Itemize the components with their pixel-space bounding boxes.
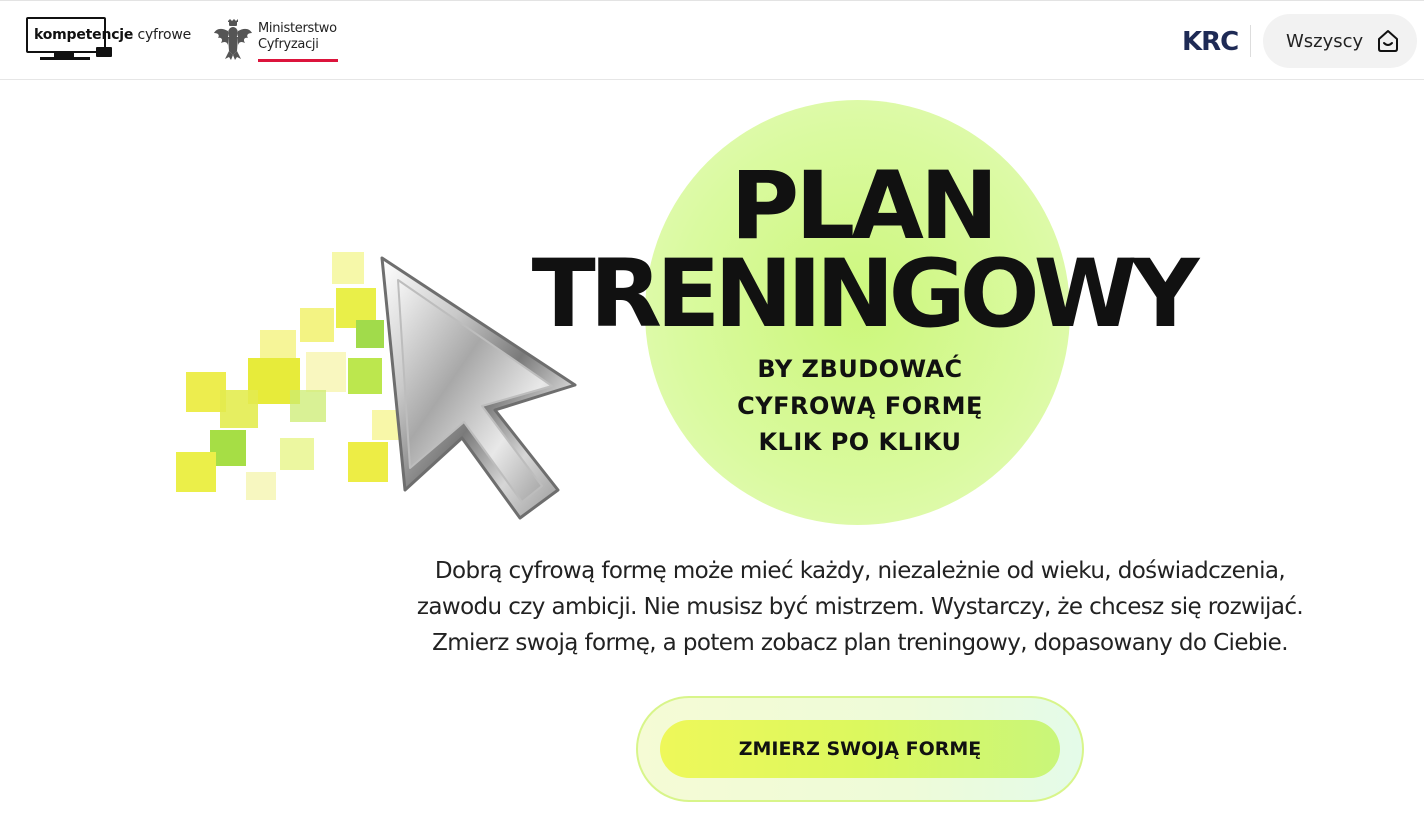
- hero-description-line3: Zmierz swoją formę, a potem zobacz plan treningowy, dopasowany do Ciebie.: [432, 630, 1288, 656]
- ministry-name-line2: Cyfryzacji: [258, 37, 319, 52]
- ministerstwo-cyfryzacji-logo[interactable]: [213, 17, 343, 65]
- hero-subtitle-line1: BY ZBUDOWAĆ: [757, 355, 963, 383]
- eagle-emblem-icon: [213, 19, 253, 61]
- header-divider: [1250, 25, 1251, 57]
- site-header: [0, 0, 1424, 80]
- logo-kc-light: cyfrowe: [133, 27, 192, 43]
- ministry-red-underline: [258, 59, 338, 62]
- measure-form-button[interactable]: ZMIERZ SWOJĄ FORMĘ: [660, 720, 1060, 778]
- hero-title-line1: PLAN: [730, 152, 995, 261]
- krc-logo[interactable]: [1182, 25, 1242, 57]
- hero-description-line1: Dobrą cyfrową formę może mieć każdy, niezależnie od wieku, doświadczenia,: [434, 558, 1286, 584]
- ministry-name-line1: Ministerstwo: [258, 21, 337, 36]
- hero-subtitle-line2: CYFROWĄ FORMĘ: [737, 392, 983, 420]
- card-icon: [96, 47, 112, 57]
- audience-selector-button[interactable]: [1263, 14, 1417, 68]
- hero-subtitle-line3: KLIK PO KLIKU: [758, 428, 962, 456]
- krc-logo-text: KRC: [1182, 27, 1239, 57]
- audience-selector-label: Wszyscy: [1286, 31, 1364, 52]
- home-smile-icon: [1375, 28, 1401, 54]
- logo-kc-bold: kompetencje: [34, 27, 134, 43]
- hero-title-line2: TRENINGOWY: [531, 240, 1194, 349]
- kompetencje-cyfrowe-logo[interactable]: [26, 17, 191, 65]
- hero-description-line2: zawodu czy ambicji. Nie musisz być mistrzem. Wystarczy, że chcesz się rozwijać.: [416, 594, 1304, 620]
